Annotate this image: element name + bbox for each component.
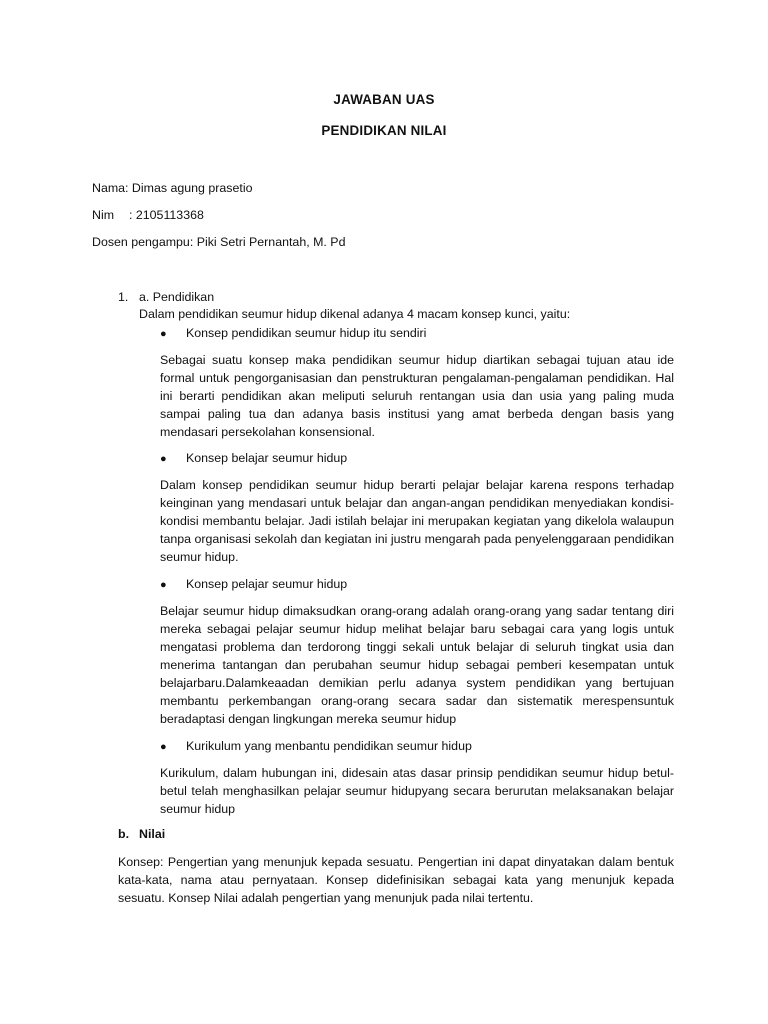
section-b-heading: Nilai bbox=[139, 827, 166, 841]
bullet-item bbox=[160, 450, 347, 467]
paragraph: Kurikulum, dalam hubungan ini, didesain atas dasar prinsip pendidikan seumur hidup betul-betul telah menghasilkan pelajar seumur hidupyang secara berurutan melaksanakan belajar seumur hidup bbox=[160, 766, 674, 816]
nim-label: Nim bbox=[92, 208, 115, 222]
bullet-item bbox=[160, 325, 426, 342]
bullet-icon: ● bbox=[160, 741, 167, 753]
section1-heading: a. Pendidikan bbox=[139, 290, 215, 304]
section1-number: 1. bbox=[118, 290, 129, 304]
bullet-item bbox=[160, 576, 347, 593]
bullet-item bbox=[160, 738, 472, 755]
section1-intro: Dalam pendidikan seumur hidup dikenal adanya 4 macam konsep kunci, yaitu: bbox=[139, 307, 571, 321]
lecturer-name: Dosen pengampu: Piki Setri Pernantah, M. Pd bbox=[92, 235, 346, 249]
student-nim bbox=[92, 207, 204, 223]
section-b-paragraph: Konsep: Pengertian yang menunjuk kepada sesuatu. Pengertian ini dapat dinyatakan dalam bentuk kata-kata, nama atau pernyataan. Konsep didefinisikan sebagai kata yang menunjuk kepada sesuatu. Konsep Nilai adalah pengertian yang menunjuk pada nilai tertentu. bbox=[118, 855, 674, 905]
bullet-text: Konsep belajar seumur hidup bbox=[186, 451, 348, 465]
nim-value: : 2105113368 bbox=[129, 208, 204, 222]
section-b-letter: b. bbox=[118, 827, 130, 841]
bullet-text: Konsep pelajar seumur hidup bbox=[186, 577, 348, 591]
student-name: Nama: Dimas agung prasetio bbox=[92, 181, 253, 195]
document-subtitle: PENDIDIKAN NILAI bbox=[321, 123, 447, 138]
bullet-icon: ● bbox=[160, 453, 167, 465]
paragraph: Dalam konsep pendidikan seumur hidup berarti pelajar belajar karena respons terhadap keinginan yang mendasari untuk belajar dan angan-angan pendidikan menyediakan kondisi-kondisi membantu belajar. Jadi istilah belajar ini merupakan kegiatan yang dikelola walaupun tanpa organisasi sekolah dan kegiatan ini justru mengarah pada penyelenggaraan pendidikan seumur hidup. bbox=[160, 478, 674, 564]
bullet-icon: ● bbox=[160, 579, 167, 591]
bullet-icon: ● bbox=[160, 328, 167, 340]
bullet-text: Kurikulum yang menbantu pendidikan seumur hidup bbox=[186, 739, 472, 753]
bullet-text: Konsep pendidikan seumur hidup itu sendiri bbox=[186, 326, 427, 340]
paragraph: Sebagai suatu konsep maka pendidikan seumur hidup diartikan sebagai tujuan atau ide formal untuk pengorganisasian dan penstrukturan pengalaman-pengalaman pendidikan. Hal ini berarti pendidikan akan meliputi seluruh rentangan usia dan usia yang paling muda sampai paling tua dan adanya basis institusi yang amat berbeda dengan basis yang mendasari persekolahan konsensional. bbox=[160, 353, 674, 439]
document-title: JAWABAN UAS bbox=[333, 92, 435, 107]
paragraph: Belajar seumur hidup dimaksudkan orang-orang adalah orang-orang yang sadar tentang diri mereka sebagai pelajar seumur hidup melihat belajar baru sebagai cara yang logis untuk mengatasi problema dan terdorong tinggi sekali untuk belajar di seluruh tingkat usia dan menerima tantangan dan perubahan seumur hidup sebagai pemberi kesempatan untuk belajarbaru.Dalamkeaadan demikian perlu adanya system pendidikan yang bertujuan membantu perkembangan orang-orang secara sadar dan sistematik merespensuntuk beradaptasi dengan lingkungan mereka seumur hidup bbox=[160, 604, 674, 726]
